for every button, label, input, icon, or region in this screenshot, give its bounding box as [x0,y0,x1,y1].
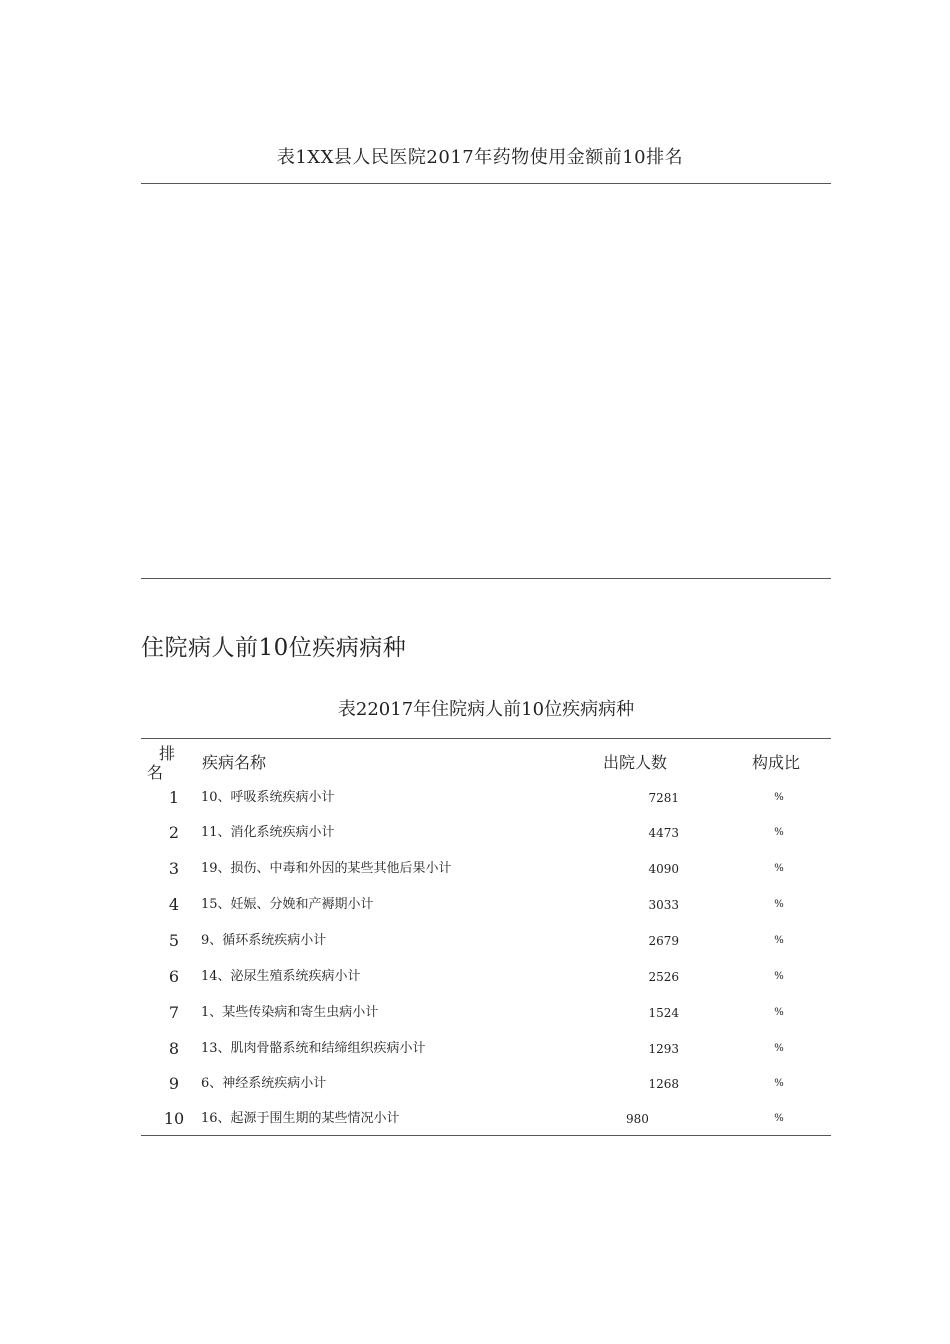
count-cell: 1293 [648,1042,679,1056]
table-row [141,815,831,851]
ratio-cell: % [774,863,784,874]
header-rank-line2: 名 [147,763,164,782]
table1-bottom-rule [141,578,831,579]
section-heading: 住院病人前10位疾病病种 [141,635,407,661]
rank-cell: 5 [168,931,180,950]
disease-name-cell: 15、妊娠、分娩和产褥期小计 [201,897,374,912]
header-ratio: 构成比 [752,753,801,772]
table-row [141,1101,831,1137]
table1-top-rule [141,183,831,184]
count-cell: 4473 [648,826,679,840]
disease-name-cell: 19、损伤、中毒和外因的某些其他后果小计 [201,861,452,876]
count-cell: 2679 [648,934,679,948]
count-cell: 7281 [648,791,679,805]
count-cell: 1524 [648,1006,679,1020]
header-disease-name: 疾病名称 [202,753,267,772]
rank-cell: 8 [168,1039,180,1058]
rank-cell: 2 [168,823,180,842]
count-cell: 3033 [648,898,679,912]
header-discharge-count: 出院人数 [603,753,668,772]
table2-caption: 表22017年住院病人前10位疾病病种 [337,699,635,720]
ratio-cell: % [774,935,784,946]
table-row [141,851,831,887]
ratio-cell: % [774,792,784,803]
disease-name-cell: 1、某些传染病和寄生虫病小计 [201,1005,379,1020]
count-cell: 2526 [648,970,679,984]
count-cell: 1268 [648,1077,679,1091]
rank-cell: 6 [168,967,180,986]
ratio-cell: % [774,1043,784,1054]
disease-name-cell: 11、消化系统疾病小计 [201,825,335,840]
ratio-cell: % [774,827,784,838]
count-cell: 980 [626,1112,649,1126]
count-cell: 4090 [648,862,679,876]
disease-name-cell: 13、肌肉骨骼系统和结缔组织疾病小计 [201,1041,426,1056]
disease-name-cell: 10、呼吸系统疾病小计 [201,790,335,805]
disease-name-cell: 14、泌尿生殖系统疾病小计 [201,969,361,984]
table-row [141,1066,831,1102]
rank-cell: 1 [168,788,180,807]
disease-name-cell: 16、起源于围生期的某些情况小计 [201,1111,400,1126]
table2-bottom-rule [141,1135,831,1136]
disease-name-cell: 6、神经系统疾病小计 [201,1076,327,1091]
ratio-cell: % [774,899,784,910]
ratio-cell: % [774,1078,784,1089]
ratio-cell: % [774,1007,784,1018]
table-row [141,887,831,923]
ratio-cell: % [774,971,784,982]
ratio-cell: % [774,1113,784,1124]
table2-top-rule [141,738,831,739]
table-row [141,780,831,816]
rank-cell: 7 [168,1003,180,1022]
rank-cell: 3 [168,859,180,878]
table1-caption: 表1XX县人民医院2017年药物使用金额前10排名 [276,147,684,168]
rank-cell: 4 [168,895,180,914]
table-row [141,923,831,959]
disease-name-cell: 9、循环系统疾病小计 [201,933,327,948]
rank-cell: 9 [168,1074,180,1093]
table-row [141,959,831,995]
table-row [141,1031,831,1067]
header-rank-line1: 排 [159,744,176,763]
rank-cell: 10 [163,1109,185,1128]
table-row [141,995,831,1031]
